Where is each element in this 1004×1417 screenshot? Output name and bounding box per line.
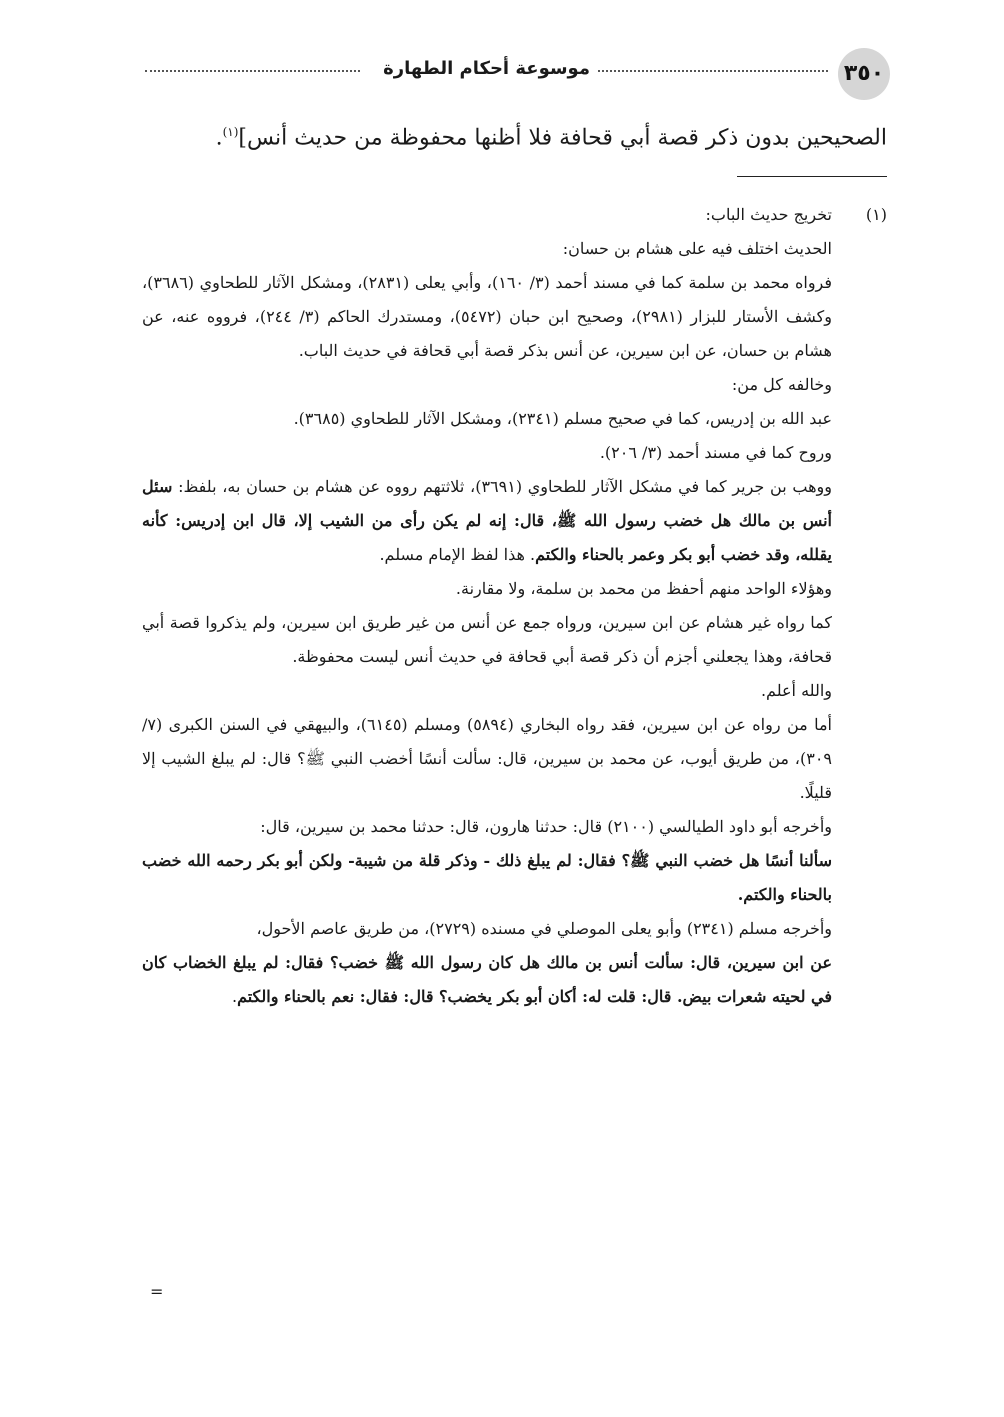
- page-number: ٣٥٠: [838, 48, 890, 100]
- footnote-body: [142, 198, 832, 1014]
- header-dotted-rule-left: [145, 70, 360, 72]
- hadith-quote-bold: سئل أنس بن مالك هل خضب رسول الله ﷺ، قال: إنه لم يكن رأى من الشيب إلا، قال ابن إدريس: كأنه يقلله، وقد خضب أبو بكر وعمر بالحناء والكتم: [142, 477, 832, 564]
- footnote-paragraph-mixed: [142, 946, 832, 1014]
- footnote-paragraph: فرواه محمد بن سلمة كما في مسند أحمد (٣/ ١٦٠)، وأبي يعلى (٢٨٣١)، ومشكل الآثار للطحاوي (٣٦٨٦)، وكشف الأستار للبزار (٢٩٨١)، وصحيح ابن حبان (٥٤٧٢)، ومستدرك الحاكم (٣/ ٢٤٤)، فرووه عنه، عن هشام بن حسان، عن ابن سيرين، عن أنس بذكر قصة أبي قحافة في حديث الباب.: [142, 273, 833, 360]
- main-text-end: .: [215, 125, 223, 151]
- footnote-reference: (١): [222, 125, 239, 139]
- main-text-line: [147, 112, 887, 158]
- footnote-paragraph: وروح كما في مسند أحمد (٣/ ٢٠٦).: [599, 443, 832, 462]
- footnote-number: (١): [865, 205, 887, 224]
- footnote-paragraph: كما رواه غير هشام عن ابن سيرين، ورواه جمع عن أنس من غير طريق ابن سيرين، ولم يذكروا قصة أبي قحافة، وهذا يجعلني أجزم أن ذكر قصة أبي قحافة في حديث أنس ليست محفوظة.: [142, 613, 832, 666]
- footnote-text: . هذا لفظ الإمام مسلم.: [379, 545, 536, 564]
- footnote-paragraph: والله أعلم.: [760, 681, 832, 700]
- page-header: [145, 48, 890, 100]
- footnote-paragraph: تخريج حديث الباب:: [705, 205, 832, 224]
- footnote-paragraph: عبد الله بن إدريس، كما في صحيح مسلم (٢٣٤١)، ومشكل الآثار للطحاوي (٣٦٨٥).: [293, 409, 832, 428]
- footnote-text: .: [231, 987, 238, 1006]
- footnote-paragraph: وأخرجه مسلم (٢٣٤١) وأبو يعلى الموصلي في مسنده (٢٧٢٩)، من طريق عاصم الأحول،: [256, 919, 832, 938]
- footnote-paragraph: الحديث اختلف فيه على هشام بن حسان:: [562, 239, 832, 258]
- header-dotted-rule-right: [598, 70, 828, 72]
- footnote-block: [142, 198, 887, 1014]
- continuation-mark: =: [150, 1282, 164, 1301]
- footnote-paragraph: وأخرجه أبو داود الطيالسي (٢١٠٠) قال: حدثنا هارون، قال: حدثنا محمد بن سيرين، قال:: [260, 817, 832, 836]
- footnote-separator: [737, 176, 887, 177]
- footnote-text: ووهب بن جرير كما في مشكل الآثار للطحاوي (٣٦٩١)، ثلاثتهم رووه عن هشام بن حسان به، بلفظ:: [178, 477, 832, 496]
- hadith-quote-bold: سألنا أنسًا هل خضب النبي ﷺ؟ فقال: لم يبلغ ذلك - وذكر قلة من شيبة- ولكن أبو بكر رحمه الله خضب بالحناء والكتم.: [142, 851, 832, 904]
- hadith-quote-bold: عن ابن سيرين، قال: سألت أنس بن مالك هل كان رسول الله ﷺ خضب؟ فقال: لم يبلغ الخضاب كان في لحيته شعرات بيض. قال: قلت له: أكان أبو بكر يخضب؟ قال: فقال: نعم بالحناء والكتم: [142, 953, 832, 1006]
- footnote-paragraph: وخالفه كل من:: [731, 375, 832, 394]
- main-text: الصحيحين بدون ذكر قصة أبي قحافة فلا أظنها محفوظة من حديث أنس]: [238, 125, 887, 151]
- footnote-paragraph-mixed: [142, 470, 832, 572]
- running-title: موسوعة أحكام الطهارة: [383, 58, 590, 79]
- footnote-paragraph: وهؤلاء الواحد منهم أحفظ من محمد بن سلمة، ولا مقارنة.: [455, 579, 832, 598]
- footnote-paragraph: أما من رواه عن ابن سيرين، فقد رواه البخاري (٥٨٩٤) ومسلم (٦١٤٥)، والبيهقي في السنن الكبرى (٧/ ٣٠٩)، من طريق أيوب، عن محمد بن سيرين، قال: سألت أنسًا أخضب النبي ﷺ؟ قال: لم يبلغ الشيب إلا قليلًا.: [142, 715, 833, 802]
